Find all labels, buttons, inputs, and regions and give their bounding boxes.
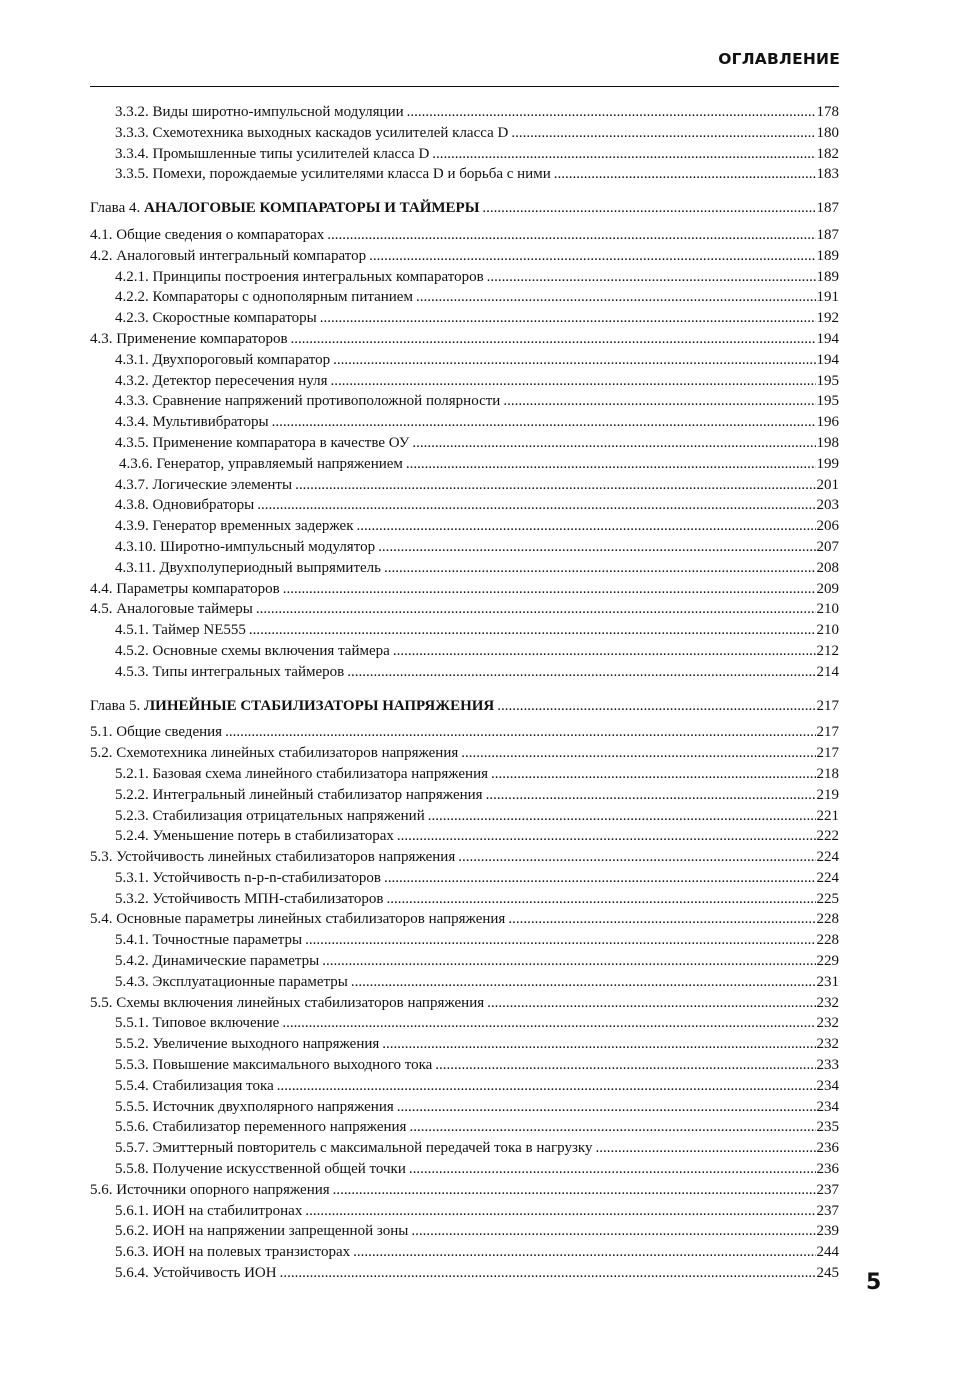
toc-entry-title: 4.5. Аналоговые таймеры <box>90 601 253 618</box>
toc-page-number: 217 <box>816 745 839 762</box>
toc-entry[interactable] <box>90 391 839 412</box>
toc-page-number: 237 <box>816 1181 839 1198</box>
toc-entry[interactable] <box>90 1076 839 1097</box>
toc-page-number: 209 <box>816 580 839 597</box>
toc-entry[interactable] <box>90 454 839 475</box>
toc-entry-title: 4.3.10. Широтно-импульсный модулятор <box>115 538 376 555</box>
toc-entry-title: 4.3.3. Сравнение напряжений противоположной полярности <box>115 393 501 410</box>
toc-entry[interactable] <box>90 1013 839 1034</box>
toc-entry[interactable] <box>90 246 839 267</box>
toc-entry[interactable] <box>90 889 839 910</box>
toc-entry-title: 5.4.3. Эксплуатационные параметры <box>115 973 348 990</box>
toc-entry[interactable] <box>90 537 839 558</box>
toc-entry-title: 5.5.8. Получение искусственной общей точки <box>115 1161 406 1178</box>
toc-page-number: 189 <box>816 268 839 285</box>
toc-entry-title: 4.3. Применение компараторов <box>90 330 288 347</box>
toc-entry[interactable] <box>90 1242 839 1263</box>
toc-page-number: 187 <box>816 226 839 243</box>
dot-leader <box>595 1138 815 1159</box>
toc-entry-title: 5.4.2. Динамические параметры <box>115 953 320 970</box>
toc-page-number: 210 <box>816 601 839 618</box>
toc-page-number: 198 <box>816 434 839 451</box>
toc-entry[interactable] <box>90 868 839 889</box>
toc-entry-title: 4.3.1. Двухпороговый компаратор <box>115 351 331 368</box>
dot-leader <box>322 951 815 972</box>
toc-entry[interactable] <box>90 267 839 288</box>
dot-leader <box>384 868 816 889</box>
toc-page-number: 234 <box>816 1077 839 1094</box>
toc-page-number: 192 <box>816 310 839 327</box>
dot-leader <box>486 785 816 806</box>
toc-entry[interactable] <box>90 1180 839 1201</box>
dot-leader <box>411 1221 815 1242</box>
toc-entry-title: 5.6. Источники опорного напряжения <box>90 1181 330 1198</box>
toc-page-number: 201 <box>816 476 839 493</box>
toc-entry-title: 4.3.7. Логические элементы <box>115 476 293 493</box>
toc-entry[interactable] <box>90 287 839 308</box>
dot-leader <box>412 433 815 454</box>
toc-entry-title: 4.2.3. Скоростные компараторы <box>115 310 317 327</box>
chapter-title: АНАЛОГОВЫЕ КОМПАРАТОРЫ И ТАЙМЕРЫ <box>143 200 480 217</box>
toc-entry-title: 3.3.4. Промышленные типы усилителей класса D <box>115 145 430 162</box>
toc-page-number: 207 <box>816 538 839 555</box>
toc-entry[interactable] <box>90 826 839 847</box>
toc-entry[interactable] <box>90 764 839 785</box>
dot-leader <box>409 1117 815 1138</box>
toc-chapter[interactable] <box>90 696 839 717</box>
chapter-prefix: Глава 4. <box>90 200 144 217</box>
toc-page-number: 214 <box>816 663 839 680</box>
toc-entry[interactable] <box>90 433 839 454</box>
toc-entry-title: 5.2.4. Уменьшение потерь в стабилизаторах <box>115 828 394 845</box>
toc-page-number: 189 <box>816 247 839 264</box>
dot-leader <box>347 662 815 683</box>
toc-entry[interactable] <box>90 722 839 743</box>
toc-entry-title: 4.3.6. Генератор, управляемый напряжением <box>119 455 403 472</box>
toc-page-number: 228 <box>816 911 839 928</box>
toc-page-number: 222 <box>816 828 839 845</box>
header-rule <box>90 86 839 87</box>
dot-leader <box>428 806 816 827</box>
toc-page-number: 229 <box>816 953 839 970</box>
dot-leader <box>351 972 816 993</box>
toc-entry[interactable] <box>90 1221 839 1242</box>
dot-leader <box>503 391 815 412</box>
dot-leader <box>384 558 815 579</box>
toc-entry-title: 5.5.5. Источник двухполярного напряжения <box>115 1098 394 1115</box>
toc-entry-title: 5.2.2. Интегральный линейный стабилизатор напряжения <box>115 786 483 803</box>
toc-entry[interactable] <box>90 909 839 930</box>
toc-page-number: 244 <box>816 1244 839 1261</box>
dot-leader <box>409 1159 816 1180</box>
toc-entry-title: 5.6.4. Устойчивость ИОН <box>115 1265 277 1282</box>
toc-entry[interactable] <box>90 495 839 516</box>
dot-leader <box>353 1242 815 1263</box>
toc-entry[interactable] <box>90 579 839 600</box>
dot-leader <box>327 225 815 246</box>
dot-leader <box>320 308 816 329</box>
toc-page-number: 236 <box>816 1140 839 1157</box>
toc-entry-title: 5.5.4. Стабилизация тока <box>115 1077 274 1094</box>
dot-leader <box>397 1097 816 1118</box>
toc-entry-title: 5.5.1. Типовое включение <box>115 1015 280 1032</box>
dot-leader <box>393 641 816 662</box>
toc-entry-title: 3.3.5. Помехи, порождаемые усилителями класса D и борьба с ними <box>115 166 551 183</box>
toc-entry-title: 5.5.7. Эмиттерный повторитель с максимальной передачей тока в нагрузку <box>115 1140 593 1157</box>
dot-leader <box>461 743 815 764</box>
toc-entry-title: 3.3.2. Виды широтно-импульсной модуляции <box>115 104 404 120</box>
toc-page-number: 210 <box>816 622 839 639</box>
toc-entry[interactable] <box>90 164 839 185</box>
toc-entry[interactable] <box>90 329 839 350</box>
dot-leader <box>487 267 816 288</box>
toc-entry-title: 4.1. Общие сведения о компараторах <box>90 226 325 243</box>
toc-page-number: 219 <box>816 786 839 803</box>
page-number: 5 <box>866 1270 882 1295</box>
toc-entry[interactable] <box>90 123 839 144</box>
dot-leader <box>482 198 815 219</box>
toc-entry[interactable] <box>90 1117 839 1138</box>
toc-entry[interactable] <box>90 1034 839 1055</box>
dot-leader <box>283 579 816 600</box>
dot-leader <box>330 371 815 392</box>
dot-leader <box>272 412 816 433</box>
dot-leader <box>554 164 816 185</box>
toc-entry[interactable] <box>90 308 839 329</box>
dot-leader <box>305 930 815 951</box>
dot-leader <box>257 495 815 516</box>
toc-entry[interactable] <box>90 1201 839 1222</box>
toc-entry-title: 5.5.6. Стабилизатор переменного напряжения <box>115 1119 407 1136</box>
toc-chapter[interactable] <box>90 198 839 219</box>
table-of-contents <box>90 102 839 1284</box>
dot-leader <box>432 144 815 165</box>
dot-leader <box>282 1013 815 1034</box>
chapter-prefix: Глава 5. <box>90 697 144 714</box>
dot-leader <box>256 599 816 620</box>
toc-entry-title: 4.5.1. Таймер NE555 <box>115 622 246 639</box>
toc-entry-title: 4.2.2. Компараторы с однополярным питанием <box>115 289 413 306</box>
dot-leader <box>277 1076 816 1097</box>
toc-entry-title: 5.3. Устойчивость линейных стабилизаторов напряжения <box>90 849 456 866</box>
toc-entry-title: 5.3.1. Устойчивость n-p-n-стабилизаторов <box>115 869 381 886</box>
dot-leader <box>435 1055 815 1076</box>
toc-entry-title: 5.6.2. ИОН на напряжении запрещенной зоны <box>115 1223 409 1240</box>
toc-entry[interactable] <box>90 847 839 868</box>
toc-entry-title: 4.5.3. Типы интегральных таймеров <box>115 663 345 680</box>
toc-entry[interactable] <box>90 785 839 806</box>
toc-page-number: 225 <box>816 890 839 907</box>
toc-page-number: 180 <box>816 124 839 141</box>
toc-entry-title: 5.4.1. Точностные параметры <box>115 932 303 949</box>
toc-entry-title: 5.5. Схемы включения линейных стабилизаторов напряжения <box>90 994 485 1011</box>
toc-entry[interactable] <box>90 806 839 827</box>
dot-leader <box>382 1034 815 1055</box>
toc-page-number: 194 <box>816 351 839 368</box>
toc-entry-title: 4.4. Параметры компараторов <box>90 580 280 597</box>
toc-entry[interactable] <box>90 743 839 764</box>
toc-entry[interactable] <box>90 620 839 641</box>
toc-page-number: 231 <box>816 973 839 990</box>
toc-page-number: 203 <box>816 497 839 514</box>
toc-entry[interactable] <box>90 350 839 371</box>
dot-leader <box>249 620 816 641</box>
dot-leader <box>280 1263 816 1284</box>
toc-page-number: 183 <box>816 166 839 183</box>
toc-page-number: 182 <box>816 145 839 162</box>
toc-entry-title: 5.1. Общие сведения <box>90 724 223 741</box>
dot-leader <box>291 329 816 350</box>
toc-page-number: 194 <box>816 330 839 347</box>
toc-entry[interactable] <box>90 1097 839 1118</box>
dot-leader <box>333 1180 816 1201</box>
toc-page-number: 221 <box>816 807 839 824</box>
dot-leader <box>397 826 816 847</box>
toc-page-number: 236 <box>816 1161 839 1178</box>
toc-entry[interactable] <box>90 516 839 537</box>
toc-entry-title: 5.5.2. Увеличение выходного напряжения <box>115 1036 380 1053</box>
toc-entry-title: 5.3.2. Устойчивость МПН-стабилизаторов <box>115 890 384 907</box>
toc-entry[interactable] <box>90 1138 839 1159</box>
toc-page-number: 232 <box>816 1036 839 1053</box>
toc-page-number: 195 <box>816 393 839 410</box>
dot-leader <box>225 722 815 743</box>
toc-page-number: 239 <box>816 1223 839 1240</box>
toc-entry-title: 4.3.8. Одновибраторы <box>115 497 255 514</box>
toc-page-number: 178 <box>816 104 839 120</box>
dot-leader <box>295 475 815 496</box>
dot-leader <box>333 350 815 371</box>
toc-entry-title: 4.3.9. Генератор временных задержек <box>115 518 354 535</box>
toc-entry[interactable] <box>90 599 839 620</box>
toc-entry[interactable] <box>90 102 839 123</box>
dot-leader <box>407 102 816 123</box>
dot-leader <box>508 909 815 930</box>
toc-entry[interactable] <box>90 371 839 392</box>
toc-page-number: 195 <box>816 372 839 389</box>
chapter-title: ЛИНЕЙНЫЕ СТАБИЛИЗАТОРЫ НАПРЯЖЕНИЯ <box>143 697 495 714</box>
dot-leader <box>491 764 815 785</box>
toc-entry-title <box>90 198 479 219</box>
toc-page-number: 206 <box>816 518 839 535</box>
dot-leader <box>487 993 815 1014</box>
toc-entry-title <box>90 696 494 717</box>
dot-leader <box>386 889 815 910</box>
toc-entry-title: 4.3.11. Двухполупериодный выпрямитель <box>115 559 382 576</box>
toc-entry[interactable] <box>90 412 839 433</box>
toc-page-number: 237 <box>816 1202 839 1219</box>
toc-page-number: 235 <box>816 1119 839 1136</box>
toc-page-number: 245 <box>816 1265 839 1282</box>
toc-entry-title: 5.5.3. Повышение максимального выходного тока <box>115 1057 433 1074</box>
toc-entry-title: 5.6.1. ИОН на стабилитронах <box>115 1202 303 1219</box>
toc-entry-title: 4.3.2. Детектор пересечения нуля <box>115 372 328 389</box>
toc-entry[interactable] <box>90 930 839 951</box>
dot-leader <box>369 246 815 267</box>
toc-page-number: 217 <box>816 697 839 714</box>
toc-page-number: 196 <box>816 414 839 431</box>
toc-entry[interactable] <box>90 225 839 246</box>
dot-leader <box>406 454 816 475</box>
toc-entry-title: 4.2. Аналоговый интегральный компаратор <box>90 247 367 264</box>
toc-page-number: 217 <box>816 724 839 741</box>
toc-page-number: 232 <box>816 994 839 1011</box>
toc-entry-title: 5.2.3. Стабилизация отрицательных напряжений <box>115 807 425 824</box>
toc-entry[interactable] <box>90 144 839 165</box>
dot-leader <box>497 696 815 717</box>
running-title: ОГЛАВЛЕНИЕ <box>718 50 840 68</box>
dot-leader <box>458 847 815 868</box>
dot-leader <box>378 537 815 558</box>
toc-entry[interactable] <box>90 1159 839 1180</box>
toc-entry[interactable] <box>90 1263 839 1284</box>
toc-page-number: 199 <box>816 455 839 472</box>
dot-leader <box>305 1201 815 1222</box>
toc-entry[interactable] <box>90 993 839 1014</box>
dot-leader <box>416 287 816 308</box>
toc-entry[interactable] <box>90 662 839 683</box>
toc-entry-title: 4.3.5. Применение компаратора в качестве ОУ <box>115 434 410 451</box>
toc-entry[interactable] <box>90 951 839 972</box>
toc-page-number: 191 <box>816 289 839 306</box>
toc-page-number: 187 <box>816 200 839 217</box>
toc-page-number: 224 <box>816 869 839 886</box>
toc-entry[interactable] <box>90 972 839 993</box>
toc-entry-title: 4.2.1. Принципы построения интегральных компараторов <box>115 268 484 285</box>
toc-page-number: 208 <box>816 559 839 576</box>
toc-page-number: 234 <box>816 1098 839 1115</box>
toc-page-number: 218 <box>816 765 839 782</box>
toc-page-number: 224 <box>816 849 839 866</box>
toc-page-number: 212 <box>816 642 839 659</box>
toc-entry[interactable] <box>90 1055 839 1076</box>
toc-entry[interactable] <box>90 558 839 579</box>
toc-entry-title: 5.2.1. Базовая схема линейного стабилизатора напряжения <box>115 765 489 782</box>
toc-page-number: 232 <box>816 1015 839 1032</box>
toc-entry-title: 5.6.3. ИОН на полевых транзисторах <box>115 1244 351 1261</box>
toc-entry[interactable] <box>90 641 839 662</box>
toc-entry-title: 4.3.4. Мультивибраторы <box>115 414 269 431</box>
toc-entry-title: 3.3.3. Схемотехника выходных каскадов усилителей класса D <box>115 124 509 141</box>
toc-page-number: 233 <box>816 1057 839 1074</box>
toc-page-number: 228 <box>816 932 839 949</box>
toc-entry-title: 5.2. Схемотехника линейных стабилизаторов напряжения <box>90 745 459 762</box>
dot-leader <box>511 123 815 144</box>
dot-leader <box>357 516 816 537</box>
toc-entry-title: 5.4. Основные параметры линейных стабилизаторов напряжения <box>90 911 506 928</box>
toc-entry-title: 4.5.2. Основные схемы включения таймера <box>115 642 390 659</box>
toc-entry[interactable] <box>90 475 839 496</box>
